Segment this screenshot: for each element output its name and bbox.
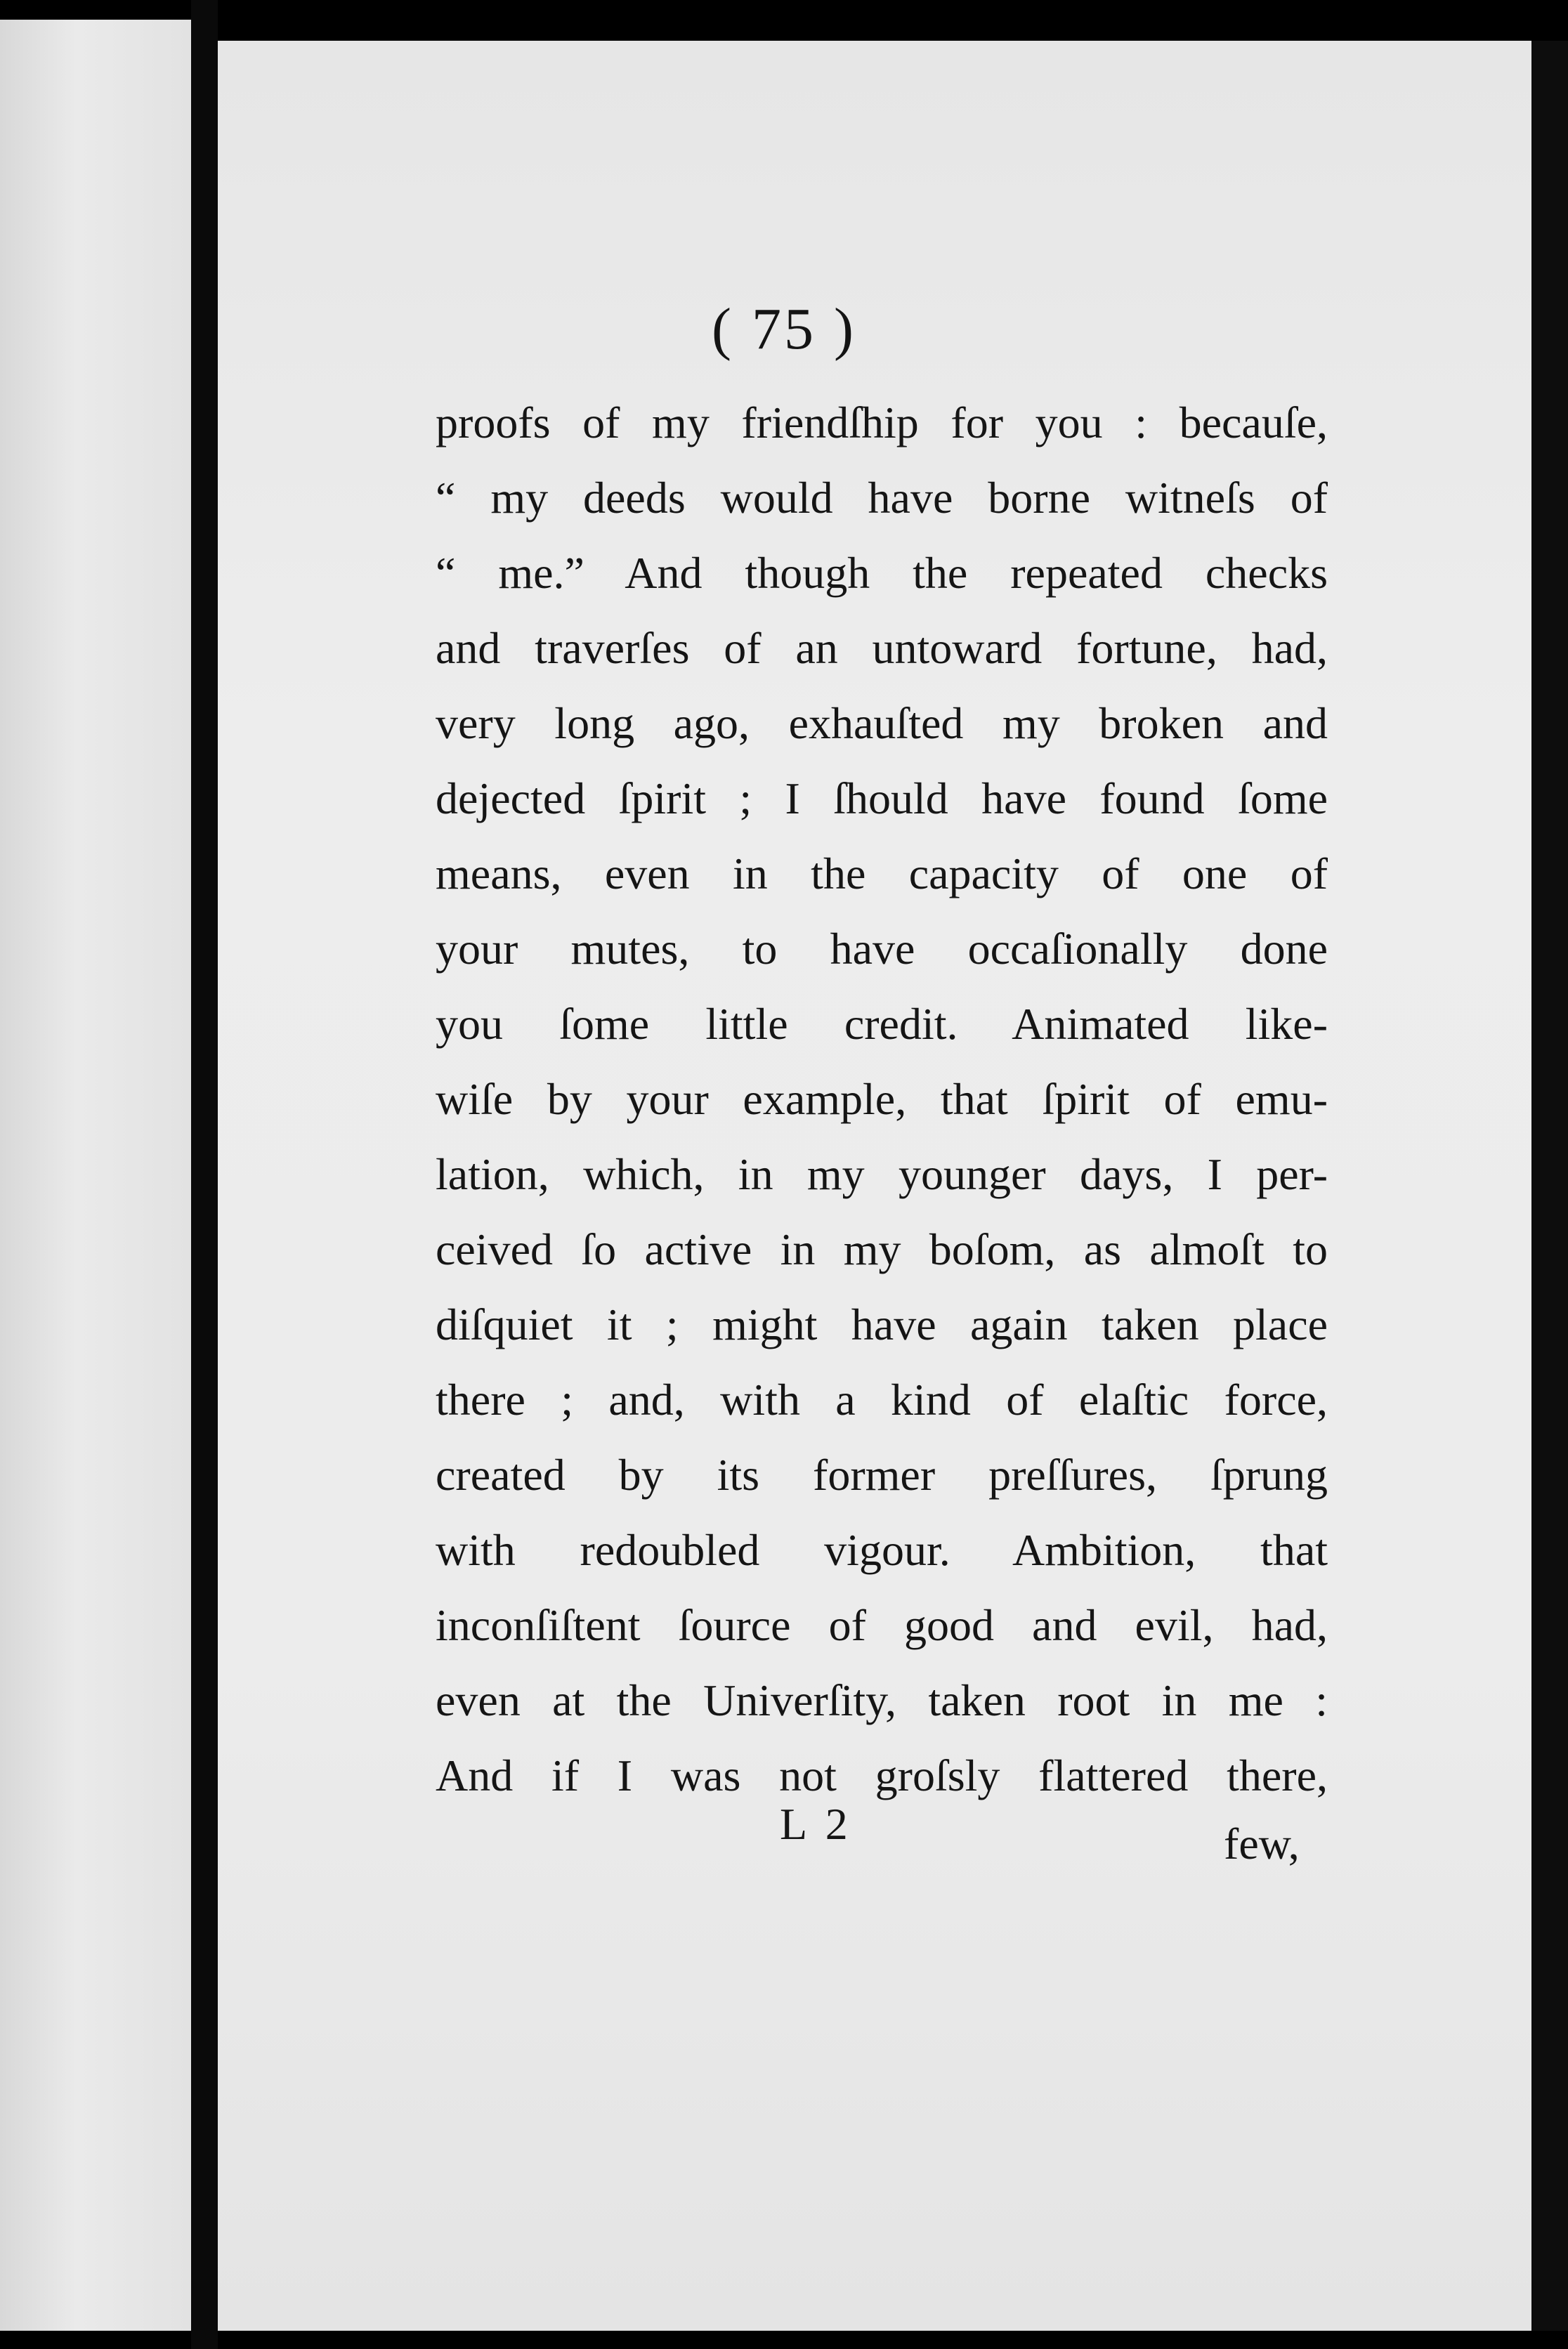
catchword: few, — [1224, 1819, 1300, 1869]
text-line: your mutes, to have occaſionally done — [436, 924, 1328, 974]
text-line: with redoubled vigour. Ambition, that — [436, 1525, 1328, 1575]
scan-border — [1531, 41, 1568, 2331]
text-line: diſquiet it ; might have again taken place — [436, 1300, 1328, 1349]
text-line: there ; and, with a kind of elaſtic force, — [436, 1375, 1328, 1425]
text-line: even at the Univerſity, taken root in me : — [436, 1675, 1328, 1725]
text-line: very long ago, exhauſted my broken and — [436, 698, 1328, 748]
facing-page-edge — [0, 20, 191, 2331]
page-number: ( 75 ) — [712, 296, 856, 362]
text-line: created by its former preſſures, ſprung — [436, 1450, 1328, 1500]
text-line: “ me.” And though the repeated checks — [436, 548, 1328, 598]
text-line: “ my deeds would have borne witneſs of — [436, 473, 1328, 523]
signature-mark: L 2 — [780, 1799, 852, 1849]
text-line: dejected ſpirit ; I ſhould have found ſome — [436, 773, 1328, 823]
text-line: And if I was not groſsly flattered there, — [436, 1751, 1328, 1800]
text-line: lation, which, in my younger days, I per- — [436, 1149, 1328, 1199]
body-text — [436, 385, 1328, 1813]
text-line: you ſome little credit. Animated like- — [436, 999, 1328, 1049]
text-line: means, even in the capacity of one of — [436, 849, 1328, 898]
text-line: and traverſes of an untoward fortune, had, — [436, 623, 1328, 673]
text-line: proofs of my friendſhip for you : becauſe, — [436, 398, 1328, 447]
text-line: ceived ſo active in my boſom, as almoſt to — [436, 1224, 1328, 1274]
text-line: inconſiſtent ſource of good and evil, had, — [436, 1600, 1328, 1650]
text-line: wiſe by your example, that ſpirit of emu- — [436, 1074, 1328, 1124]
